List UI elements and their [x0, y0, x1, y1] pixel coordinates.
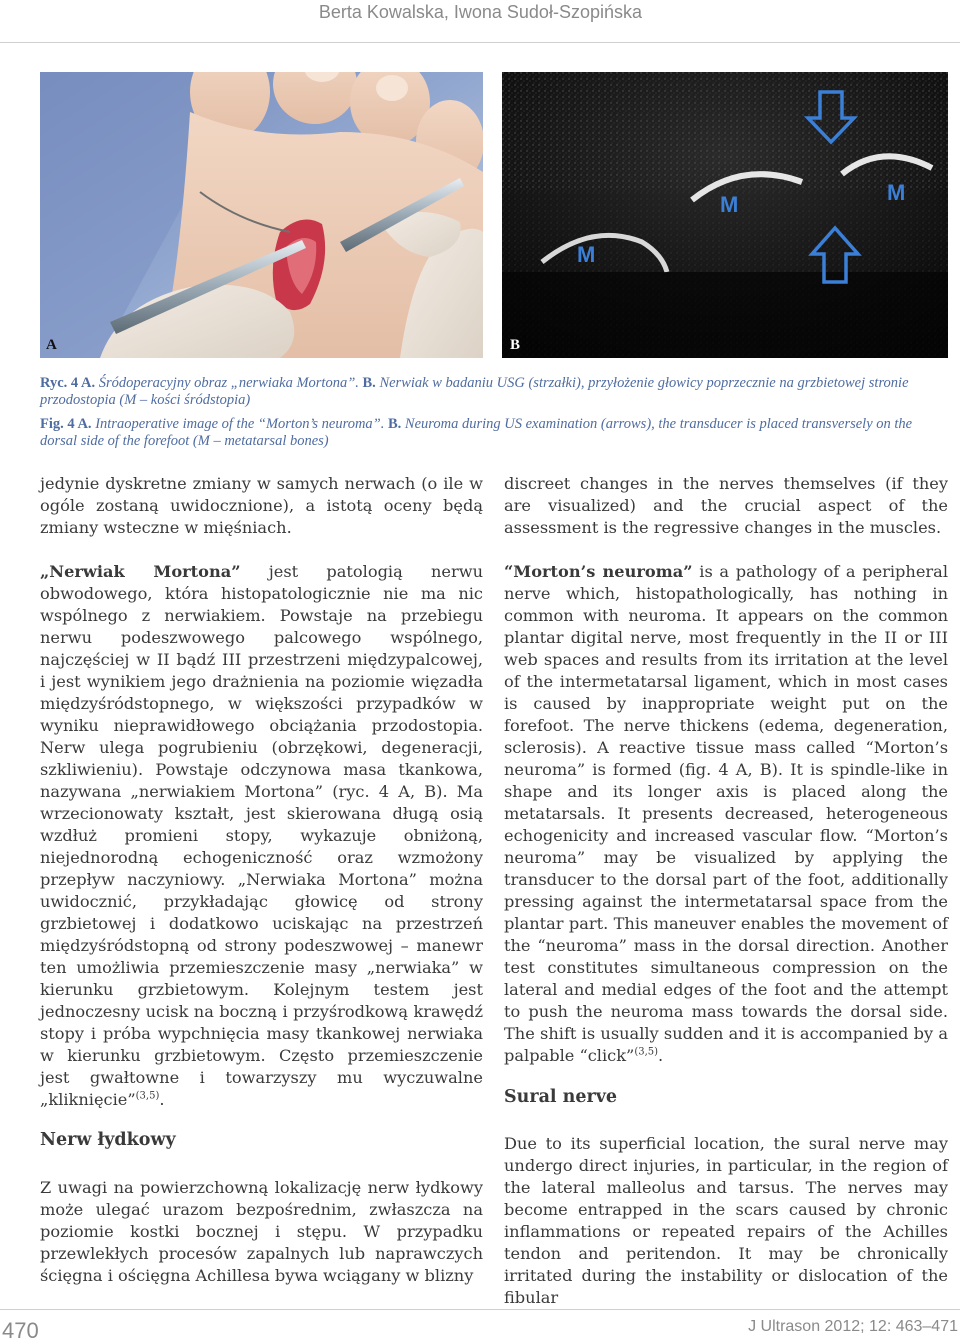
caption-pl-text-a: Śródoperacyjny obraz „nerwiaka Mortona”.	[98, 375, 359, 391]
left-paragraph-3: Z uwagi na powierzchowną lokalizację nerw łydkowy może ulegać urazom bezpośrednim, zwłaszcza na poziomie kostki bocznej i stępu. W przypadku przewlekłych procesów zapalnych lub naprawczych ścięgna i ościęgna Achillesa bywa wciągany w blizny	[40, 1178, 483, 1285]
marker-m-left: M	[577, 242, 596, 267]
right-column-main	[504, 561, 948, 1067]
running-header	[0, 0, 960, 43]
figure-caption-polish	[40, 375, 950, 409]
marker-m-center: M	[720, 192, 739, 217]
caption-en-text-a: Intraoperative image of the “Morton’s neuroma”.	[95, 416, 385, 432]
figure-a-photo	[40, 72, 483, 358]
figure-b-ultrasound	[502, 72, 948, 358]
left-paragraph-2-end: .	[159, 1090, 165, 1109]
right-paragraph-2	[504, 561, 948, 1067]
left-column-intro	[40, 473, 483, 539]
right-paragraph-1: discreet changes in the nerves themselves (if they are visualized) and the crucial aspect of the assessment is the regressive changes in the muscles.	[504, 474, 948, 537]
right-paragraph-2-text: is a pathology of a peripheral nerve which, histopathologically, has nothing in common with neuroma. It appears on the common plantar digital nerve, most frequently in the II or III web spaces and results from its irritation at the level of the intermetatarsal ligament, which in most cases is caused by inappropriate weight put on the forefoot. The nerve thickens (edema, degeneration, sclerosis). A reactive tissue mass called “Morton’s neuroma” is formed (fig. 4 A, B). It is spindle-like in shape and its longer axis is placed along the metatarsals. It presents decreased, heterogeneous echogenicity and increased vascular flow. “Morton’s neuroma” may be visualized by applying the transducer to the dorsal part of the foot, additionally pressing against the intermetatarsal space from the plantar part. This maneuver enables the movement of the “neuroma” mass in the dorsal direction. Another test constitutes simultaneous compression on the lateral and medial edges of the foot and the attempt to push the neuroma mass towards the dorsal side. The shift is usually sudden and it is accompanied by a palpable “click”	[504, 562, 948, 1065]
figure-a-label: A	[46, 337, 57, 353]
figure-b-label: B	[510, 337, 521, 353]
ultrasound-illustration	[502, 72, 948, 358]
left-citation: (3,5)	[135, 1090, 160, 1102]
caption-pl-label: Ryc. 4 A.	[40, 375, 96, 391]
right-paragraph-2-end: .	[658, 1046, 664, 1065]
left-paragraph-2	[40, 561, 483, 1111]
left-column-main	[40, 561, 483, 1111]
caption-en-label: Fig. 4 A.	[40, 416, 92, 432]
section-title-left: Nerw łydkowy	[40, 1130, 176, 1150]
right-citation: (3,5)	[634, 1046, 659, 1058]
page-number: 470	[2, 1318, 39, 1343]
journal-reference: J Ultrason 2012; 12: 463–471	[748, 1318, 958, 1335]
caption-en-text-b: Neuroma during US examination (arrows), the transducer is placed transversely on the dorsal side of the forefoot (M – metatarsal bones)	[40, 416, 913, 449]
left-column-section	[40, 1177, 483, 1287]
caption-pl-text-b: Nerwiak w badaniu USG (strzałki), przyłożenie głowicy poprzecznie na grzbietowej stronie przodostopia (M – kości śródstopia)	[40, 375, 909, 408]
left-paragraph-1: jedynie dyskretne zmiany w samych nerwach (o ile w ogóle zostaną uwidocznione), a istotą oceny będą zmiany wsteczne w mięśniach.	[40, 474, 483, 537]
right-paragraph-3: Due to its superficial location, the sural nerve may undergo direct injuries, in particular, in the region of the lateral malleolus and tarsus. The nerves may become entrapped in the scars caused by chronic inflammations or repeated repairs of the Achilles tendon and peritendon. It may be chronically irritated during the instability or dislocation of the fibular	[504, 1134, 948, 1307]
right-term-bold: “Morton’s neuroma”	[504, 562, 693, 581]
right-column-section	[504, 1133, 948, 1309]
marker-m-right: M	[887, 180, 906, 205]
left-paragraph-2-text: jest patologią nerwu obwodowego, która histopatologicznie nie ma nic wspólnego z nerwiakiem. Powstaje na przebiegu nerwu podeszwowego palcowego wspólnego, najczęściej w II bądź III przestrzeni międzypalcowej, i jest wynikiem jego drażnienia na poziomie więzadła międzyśródstopnego, w większości przypadków w wyniku nieprawidłowego obciążania przodostopia. Nerw ulega pogrubieniu (obrzękowi, degeneracji, szkliwieniu). Powstaje odczynowa masa tkankowa, nazywana „nerwiakiem Mortona” (ryc. 4 A, B). Ma wrzecionowaty kształt, jest skierowana długą osią wzdłuż promieni stopy, wykazuje obniżoną, niejednorodną echogeniczność oraz wzmożony przepływ naczyniowy. „Nerwiaka Mortona” można uwidocznić, przykładając głowicę od strony grzbietowej i dodatkowo uciskając na przestrzeń międzyśródstopną od strony podeszwowej – manewr ten umożliwia przemieszczenie masy „nerwiaka” w kierunku grzbietowym. Kolejnym testem jest jednoczesny ucisk na boczną i przyśrodkową krawędź stopy i próba wypchnięcia masy tkankowej nerwiaka w kierunku grzbietowym. Często przemieszczenie jest gwałtowne i towarzyszy mu wyczuwalne „kliknięcie”	[40, 562, 483, 1109]
caption-en-label-b: B.	[388, 416, 402, 432]
header-authors: Berta Kowalska, Iwona Sudoł-Szopińska	[318, 2, 642, 22]
left-term-bold: „Nerwiak Mortona”	[40, 562, 241, 581]
footer-divider	[0, 1309, 960, 1310]
surgical-photo-illustration	[40, 72, 483, 358]
section-title-right: Sural nerve	[504, 1087, 618, 1107]
caption-pl-label-b: B.	[362, 375, 376, 391]
right-column-intro	[504, 473, 948, 539]
figure-caption-english	[40, 416, 950, 450]
